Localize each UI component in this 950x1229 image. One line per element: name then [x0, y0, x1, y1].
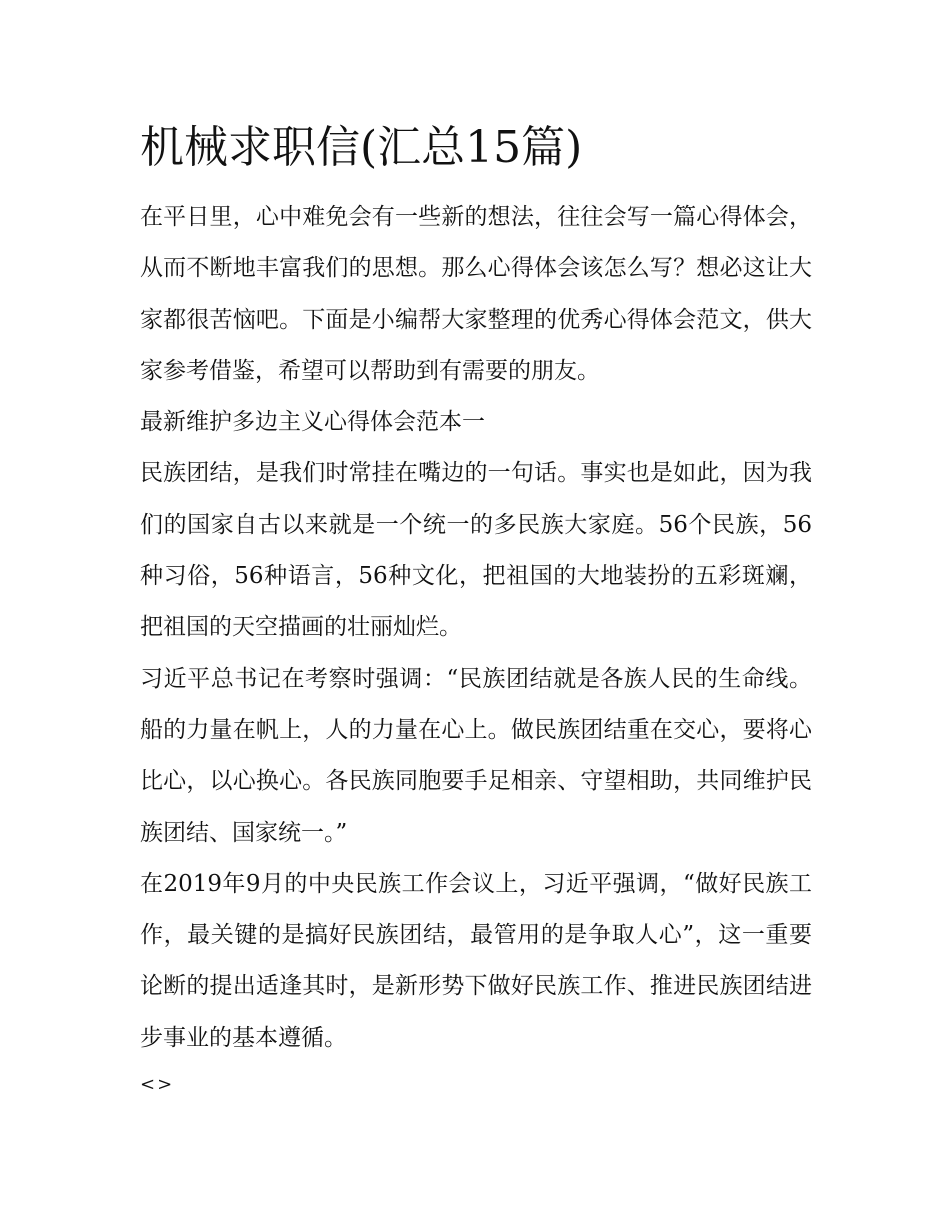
document-page [140, 116, 812, 1100]
document-title: 机械求职信(汇总15篇) [140, 122, 583, 173]
body-paragraph: 民族团结，是我们时常挂在嘴边的一句话。事实也是如此，因为我们的国家自古以来就是一个统一的多民族大家庭。56个民族，56种习俗，56种语言，56种文化，把祖国的大地装扮的五彩斑斓，把祖国的天空描画的壮丽灿烂。 [140, 460, 812, 641]
pagination-arrows[interactable]: <> [140, 1074, 175, 1096]
body-paragraph: 习近平总书记在考察时强调：“民族团结就是各族人民的生命线。船的力量在帆上，人的力量在心上。做民族团结重在交心，要将心比心，以心换心。各民族同胞要手足相亲、守望相助，共同维护民族团结、国家统一。” [140, 665, 812, 846]
intro-paragraph: 在平日里，心中难免会有一些新的想法，往往会写一篇心得体会，从而不断地丰富我们的思想。那么心得体会该怎么写？想必这让大家都很苦恼吧。下面是小编帮大家整理的优秀心得体会范文，供大家参考借鉴，希望可以帮助到有需要的朋友。 [140, 204, 812, 384]
body-paragraph: 在2019年9月的中央民族工作会议上，习近平强调，“做好民族工作，最关键的是搞好民族团结，最管用的是争取人心”，这一重要论断的提出适逢其时，是新形势下做好民族工作、推进民族团结进步事业的基本遵循。 [140, 870, 812, 1051]
section-heading: 最新维护多边主义心得体会范本一 [140, 409, 485, 436]
